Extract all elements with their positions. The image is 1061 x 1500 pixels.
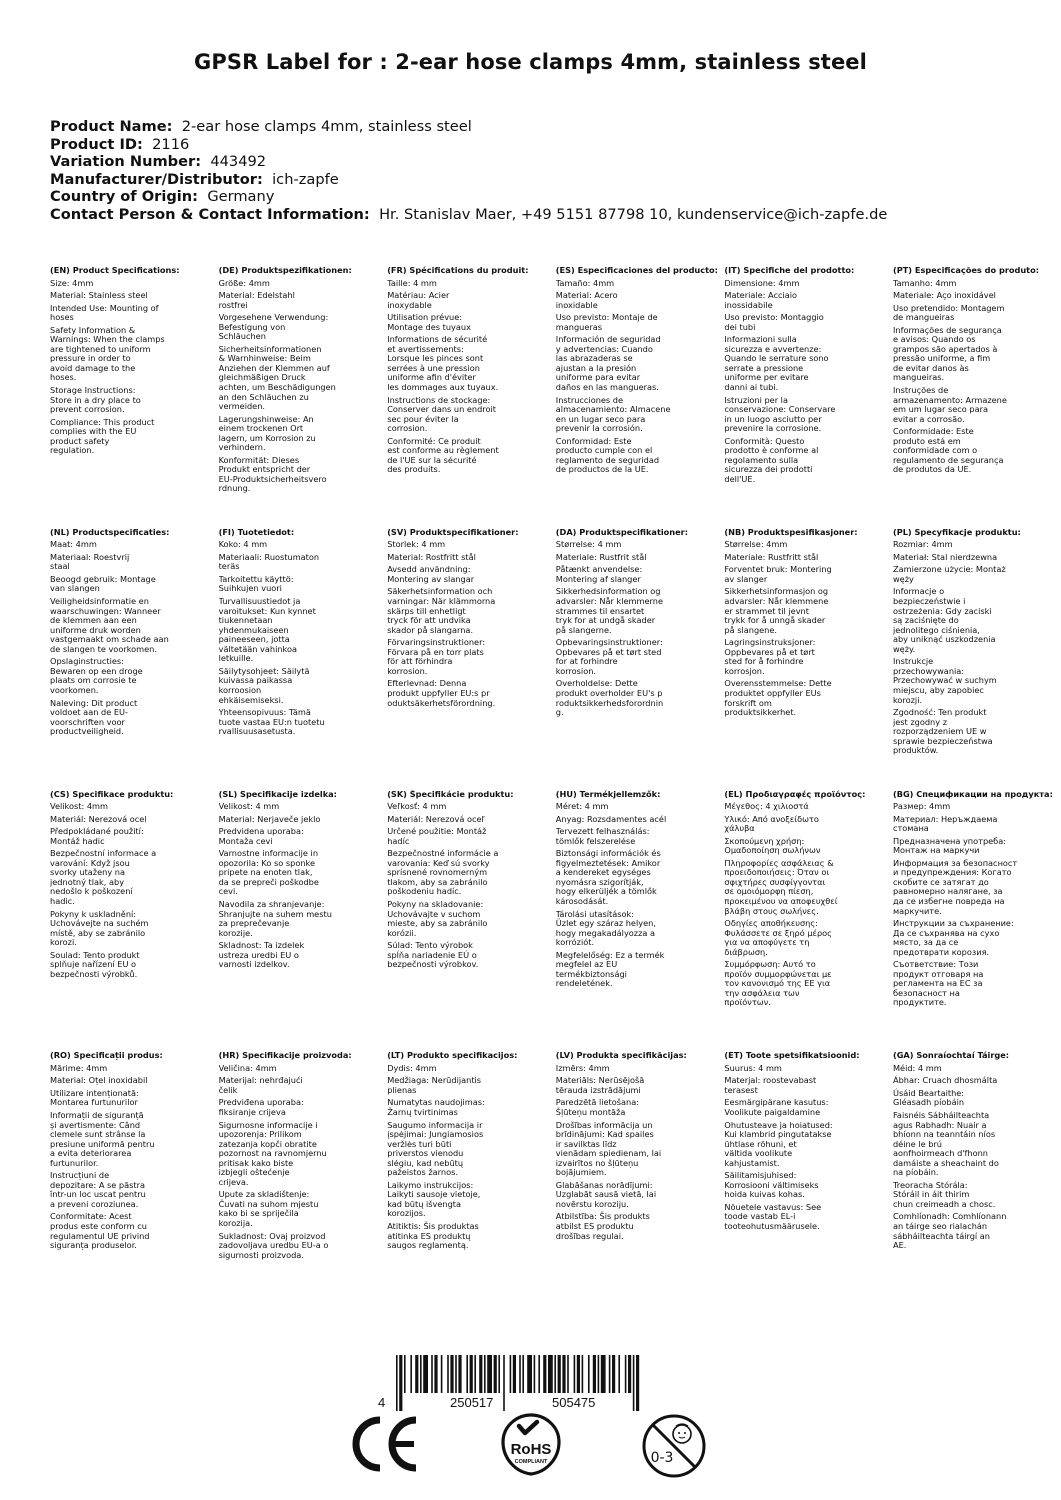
spec-paragraph: Material: Acero inoxidable	[555, 290, 618, 310]
spec-paragraph: Size: 4mm	[50, 277, 94, 288]
spec-paragraph: Informations de sécurité et avertissements: Lorsque les pinces sont serrées à une pression uniforme afin d'éviter les dommages aux tuyaux.	[387, 334, 499, 393]
spec-paragraph: Nõuetele vastavus: See toode vastab EL-i tooteohutusmäärusele.	[724, 1201, 822, 1231]
spec-block	[219, 790, 388, 1052]
spec-paragraph: Biztonsági információk és figyelmeztetések: Amikor a kendereket egységes nyomásra szigorítják, hogy elkerüljék a tömlők károsodását.	[555, 848, 661, 906]
barcode-bar	[625, 1355, 627, 1393]
spec-paragraph: Инструкции за съхранение: Да се съхранява на сухо място, за да се предотврати корозия.	[892, 918, 1014, 957]
barcode-bar	[498, 1355, 500, 1393]
barcode-bar	[415, 1355, 418, 1393]
barcode-bar	[431, 1355, 433, 1393]
barcode-bar	[567, 1355, 569, 1393]
barcode-bar	[612, 1355, 615, 1393]
spec-paragraph: Conformidade: Este produto está em conformidade com o regulamento de segurança de produtos da UE.	[892, 426, 1004, 475]
spec-paragraph: Lagringsinstruksjoner: Oppbevares på et tørt sted for å forhindre korrosjon.	[724, 637, 816, 676]
spec-heading: (EN) Product Specifications:	[50, 266, 180, 275]
spec-paragraph: Påtænkt anvendelse: Montering af slanger	[555, 564, 643, 584]
spec-paragraph: Comhlíonadh: Comhlíonann an táirge seo rialachán sábháilteachta táirgí an AE.	[892, 1211, 1007, 1251]
spec-paragraph: Intended Use: Mounting of hoses	[50, 302, 159, 323]
spec-block	[724, 1051, 893, 1313]
barcode-bar	[543, 1355, 546, 1393]
spec-paragraph: Megfelelőség: Ez a termék megfelel az EU termékbiztonsági rendeletének.	[555, 949, 665, 989]
spec-paragraph: Predvidena uporaba: Montaža cevi	[218, 826, 304, 846]
spec-paragraph: Συμμόρφωση: Αυτό το προϊόν συμμορφώνεται με τον κανονισμό της ΕΕ για την ασφάλεια των προϊόντων.	[724, 959, 832, 1008]
spec-paragraph: Naleving: Dit product voldoet aan de EU- voorschriften voor productveiligheid.	[50, 697, 138, 737]
spec-paragraph: Pokyny k uskladnění: Uchovávejte na suchém místě, aby se zabránilo korozi.	[50, 908, 149, 948]
spec-block	[387, 266, 556, 528]
spec-heading: (ET) Toote spetsifikatsioonid:	[724, 1051, 860, 1061]
spec-heading: (LV) Produkta specifikācijas:	[555, 1051, 687, 1061]
spec-paragraph: Laikymo instrukcijos: Laikyti sausoje vietoje, kad būtų išvengta korozijos.	[387, 1179, 481, 1219]
spec-paragraph: Conformité: Ce produit est conforme au règlement de l'UE sur la sécurité des produits.	[387, 435, 499, 475]
spec-paragraph: Overensstemmelse: Dette produktet oppfyller EUs forskrift om produktsikkerhet.	[724, 678, 832, 718]
product-id-row	[50, 136, 887, 154]
spec-heading: (HU) Termékjellemzők:	[555, 789, 661, 799]
spec-paragraph: Größe: 4mm	[218, 277, 270, 288]
barcode-bar	[513, 1355, 516, 1393]
spec-heading: (DE) Produktspezifikationen:	[218, 266, 352, 275]
spec-paragraph: Uso previsto: Montaje de mangueras	[555, 312, 658, 332]
spec-paragraph: Určené použitie: Montáž hadíc	[387, 826, 487, 846]
manufacturer-row	[50, 171, 887, 189]
spec-heading: (NL) Productspecificaties:	[50, 527, 170, 537]
spec-paragraph: Ohutusteave ja hoiatused: Kui klambrid pingutatakse ühtlase rõhuni, et vältida voolikute kahjustamist.	[724, 1119, 833, 1168]
spec-paragraph: Información de seguridad y advertencias: Cuando las abrazaderas se ajustan a la presión uniforme para evitar daños en las mangueras.	[555, 334, 661, 393]
spec-paragraph: Materiale: Acciaio inossidabile	[724, 290, 798, 310]
spec-paragraph: Zgodność: Ten produkt jest zgodny z rozporządzeniem UE w sprawie bezpieczeństwa produktów.	[892, 707, 993, 756]
spec-paragraph: Forventet bruk: Montering av slanger	[724, 564, 832, 584]
spec-paragraph: Informações de segurança e avisos: Quando os grampos são apertados à pressão uniforme, a fim de evitar danos às mangueiras.	[892, 324, 1002, 383]
not-for-children-0-3-icon	[640, 1412, 708, 1484]
spec-heading: (PL) Specyfikacje produktu:	[892, 527, 1021, 537]
spec-paragraph: Velikost: 4mm	[50, 801, 109, 812]
spec-paragraph: Material: Nerjaveče jeklo	[218, 813, 321, 824]
spec-paragraph: Conformità: Questo prodotto è conforme al regolamento sulla sicurezza dei prodotti dell'UE.	[724, 435, 819, 484]
spec-paragraph: Tárolási utasítások: Üzlet egy száraz helyen, hogy megakadályozza a korróziót.	[555, 908, 656, 948]
spec-paragraph: Veličina: 4mm	[218, 1062, 277, 1073]
barcode-bar	[484, 1355, 486, 1393]
spec-heading: (EL) Προδιαγραφές προϊόντος:	[724, 789, 866, 799]
spec-paragraph: Méret: 4 mm	[555, 801, 609, 812]
barcode-bar	[434, 1355, 437, 1393]
age-range-label: 0-3	[650, 1450, 674, 1466]
spec-paragraph: Medžiaga: Nerūdijantis plienas	[387, 1075, 482, 1095]
spec-paragraph: Izmērs: 4mm	[555, 1062, 610, 1073]
spec-block	[556, 528, 725, 790]
barcode-bar	[574, 1355, 576, 1393]
spec-paragraph: Skladnost: Ta izdelek ustreza uredbi EU o varnosti izdelkov.	[218, 940, 305, 970]
country-value: Germany	[207, 188, 275, 206]
spec-paragraph: Navodila za shranjevanje: Shranjujte na suhem mestu za preprečevanje korozije.	[218, 898, 332, 938]
spec-paragraph: Méid: 4 mm	[892, 1062, 942, 1073]
spec-paragraph: Mărime: 4mm	[50, 1062, 108, 1073]
spec-paragraph: Yhteensopivuus: Tämä tuote vastaa EU:n tuotetu rvallisuusasetusta.	[218, 707, 325, 737]
spec-heading: (SK) Špecifikácie produktu:	[387, 789, 514, 799]
barcode-bar	[447, 1355, 449, 1393]
specifications-grid	[50, 266, 1061, 1313]
barcode-bar	[494, 1355, 497, 1393]
spec-paragraph: Uso previsto: Montaggio dei tubi	[724, 312, 824, 332]
spec-paragraph: Förvaringsinstruktioner: Förvara på en torr plats för att förhindra korrosion.	[387, 637, 486, 676]
spec-paragraph: Treoracha Stórála: Stóráil in áit thirim chun creimeadh a chosc.	[892, 1179, 996, 1209]
barcode-bar	[458, 1355, 461, 1393]
spec-block	[893, 266, 1061, 528]
spec-paragraph: Tervezett felhasználás: tömlők felszerelése	[555, 826, 650, 846]
spec-paragraph: Paredzētā lietošana: Šļūteņu montāža	[555, 1097, 640, 1117]
contact-value: Hr. Stanislav Maer, +49 5151 87798 10, kundenservice@ich-zapfe.de	[379, 205, 888, 223]
spec-block	[219, 1051, 388, 1313]
barcode-bar	[538, 1355, 540, 1393]
spec-block	[50, 528, 219, 790]
spec-paragraph: Tamaño: 4mm	[555, 277, 615, 288]
spec-paragraph: Anyag: Rozsdamentes acél	[555, 813, 667, 824]
barcode-bar	[474, 1355, 476, 1393]
spec-paragraph: Materiál: Nerezová oceľ	[387, 813, 485, 824]
product-name-label: Product Name:	[50, 118, 173, 135]
barcode-bar	[558, 1355, 561, 1393]
spec-paragraph: Efterlevnad: Denna produkt uppfyller EU:s pr oduktsäkerhetsförordning.	[387, 678, 496, 708]
country-label: Country of Origin:	[50, 188, 199, 206]
spec-paragraph: Zamierzone użycie: Montaż węży	[892, 564, 1006, 584]
spec-paragraph: Størrelse: 4mm	[724, 539, 788, 550]
spec-block	[219, 266, 388, 528]
product-id-value: 2116	[152, 135, 190, 153]
spec-paragraph: Predviđena uporaba: fiksiranje crijeva	[218, 1097, 304, 1117]
spec-paragraph: Υλικό: Από ανοξείδωτο χάλυβα	[724, 813, 819, 834]
spec-paragraph: Materiale: Rustfrit stål	[555, 551, 647, 562]
barcode-bar	[554, 1355, 556, 1393]
barcode-bar	[548, 1355, 553, 1393]
spec-paragraph: Materiale: Rustfritt stål	[724, 551, 819, 562]
spec-block	[50, 790, 219, 1052]
product-id-label: Product ID:	[50, 135, 143, 153]
spec-paragraph: Размер: 4mm	[892, 801, 951, 812]
spec-paragraph: Instruções de armazenamento: Armazene em um lugar seco para evitar a corrosão.	[892, 385, 1007, 424]
spec-paragraph: Suurus: 4 mm	[724, 1062, 782, 1073]
spec-paragraph: Materiāls: Nerūsējošā tērauda izstrādājumi	[555, 1075, 645, 1095]
page-title: GPSR Label for : 2-ear hose clamps 4mm, stainless steel	[194, 50, 867, 74]
spec-block	[556, 790, 725, 1052]
spec-paragraph: Material: Edelstahl rostfrei	[218, 290, 295, 310]
barcode-left-digits: 250517	[450, 1395, 494, 1410]
barcode-bar	[503, 1355, 505, 1411]
spec-heading: (IT) Specifiche del prodotto:	[724, 266, 855, 275]
barcode-bar	[450, 1355, 453, 1393]
manufacturer-value: ich-zapfe	[272, 170, 339, 188]
spec-paragraph: Instructions de stockage: Conserver dans un endroit sec pour éviter la corrosion.	[387, 394, 496, 434]
barcode-bar	[577, 1355, 580, 1393]
rohs-label: RoHS	[510, 1441, 552, 1458]
spec-paragraph: Информация за безопасност и предупреждения: Когато скобите се затягат до равномерно налягане, за да се избегне повреда на маркучите.	[892, 857, 1018, 916]
spec-paragraph: Varnostne informacije in opozorila: Ko so sponke pripete na enoten tlak, da se prepreči poškodbe cevi.	[218, 848, 319, 897]
spec-paragraph: Pokyny na skladovanie: Uchovávajte v suchom mieste, aby sa zabránilo korózii.	[387, 898, 488, 938]
country-row	[50, 188, 887, 206]
barcode-bar	[601, 1355, 606, 1393]
spec-heading: (FR) Spécifications du produit:	[387, 266, 529, 275]
spec-paragraph: Tamanho: 4mm	[892, 277, 957, 288]
spec-paragraph: Material: Rostfritt stål	[387, 551, 476, 562]
spec-paragraph: Koko: 4 mm	[218, 539, 268, 550]
barcode-bar	[534, 1355, 536, 1393]
spec-block	[724, 790, 893, 1052]
spec-paragraph: Overholdelse: Dette produkt overholder EU's p roduktsikkerhedsforordnin g.	[555, 678, 664, 718]
spec-paragraph: Sikkerhedsinformation og advarsler: Når klemmerne strammes til ensartet tryk for at undgå skader på slangerne.	[555, 586, 663, 635]
spec-block	[219, 528, 388, 790]
spec-paragraph: Materjal: roostevabast terasest	[724, 1075, 817, 1095]
variation-number-value: 443492	[210, 153, 267, 171]
spec-paragraph: Instrukcje przechowywania: Przechowywać w suchym miejscu, aby zapobiec korozji.	[892, 656, 997, 705]
rohs-compliant-icon	[499, 1412, 563, 1482]
spec-paragraph: Dydis: 4mm	[387, 1062, 437, 1073]
barcode-bar	[479, 1355, 482, 1393]
compliance-icons	[0, 1412, 1061, 1492]
spec-heading: (FI) Tuotetiedot:	[218, 527, 295, 537]
spec-paragraph: Faisnéis Sábháilteachta agus Rabhadh: Nuair a bhíonn na teanntáin níos déine le brú aonfhoirmeach d'fhonn damáiste a sheachaint do na píobáin.	[892, 1109, 999, 1178]
spec-paragraph: Informacje o bezpieczeństwie i ostrzeżenia: Gdy zaciski są zaciśnięte do jednolitego ciśnienia, aby uniknąć uszkodzenia węży.	[892, 586, 996, 654]
spec-block	[724, 528, 893, 790]
spec-block	[387, 790, 556, 1052]
spec-paragraph: Sikkerhetsinformasjon og advarsler: Når klemmene er strammet til jevnt trykk for å unngå skader på slangene.	[724, 586, 829, 635]
spec-paragraph: Materiale: Aço inoxidável	[892, 290, 996, 301]
spec-block	[893, 528, 1061, 790]
spec-heading: (LT) Produkto specifikacijos:	[387, 1051, 518, 1061]
barcode-bar	[598, 1355, 600, 1393]
spec-paragraph: Storage Instructions: Store in a dry place to prevent corrosion.	[50, 385, 141, 415]
spec-paragraph: Beoogd gebruik: Montage van slangen	[50, 573, 156, 594]
barcode-bar	[404, 1355, 406, 1393]
spec-paragraph: Matériau: Acier inoxydable	[387, 290, 450, 310]
spec-paragraph: Safety Information & Warnings: When the clamps are tightened to uniform pressure in order to avoid damage to the hoses.	[50, 324, 165, 383]
barcode-bar	[519, 1355, 521, 1393]
spec-heading: (SL) Specifikacije izdelka:	[218, 789, 337, 799]
spec-paragraph: Bezpečnostní informace a varování: Když jsou svorky utaženy na jednotný tlak, aby nedošlo k poškození hadic.	[50, 848, 157, 906]
ean-barcode	[370, 1355, 646, 1411]
spec-paragraph: Utilisation prévue: Montage des tuyaux	[387, 312, 471, 332]
spec-paragraph: Материал: Неръждаема стомана	[892, 813, 998, 834]
barcode-bar	[466, 1355, 468, 1393]
spec-paragraph: Предназначена употреба: Монтаж на маркучи	[892, 835, 1006, 856]
spec-paragraph: Ábhar: Cruach dhosmálta	[892, 1075, 998, 1086]
spec-paragraph: Sigurnosne informacije i upozorenja: Prilikom zatezanja kopči obratite pozornost na ravnomjernu pritisak kako biste izbjegli oštećenje crijeva.	[218, 1119, 327, 1187]
barcode-bar	[410, 1355, 412, 1393]
spec-paragraph: Maat: 4mm	[50, 539, 97, 550]
spec-block	[50, 1051, 219, 1313]
spec-paragraph: Upute za skladištenje: Čuvati na suhom mjestu kako bi se spriječila korozija.	[218, 1189, 319, 1228]
spec-paragraph: Velikost: 4 mm	[218, 801, 280, 812]
spec-paragraph: Soulad: Tento produkt splňuje nařízení EU o bezpečnosti výrobků.	[50, 949, 140, 979]
spec-block	[893, 1051, 1061, 1313]
spec-paragraph: Numatytas naudojimas: Žarnų tvirtinimas	[387, 1097, 485, 1117]
spec-paragraph: Rozmiar: 4mm	[892, 539, 953, 550]
spec-block	[556, 1051, 725, 1313]
spec-paragraph: Σκοπούμενη χρήση: Ομαδοποίηση σωλήνων	[724, 835, 821, 856]
barcode-bar	[582, 1355, 584, 1393]
barcode-bar	[420, 1355, 422, 1393]
spec-paragraph: Storlek: 4 mm	[387, 539, 446, 550]
spec-block	[893, 790, 1061, 1052]
spec-paragraph: Material: Stainless steel	[50, 290, 148, 301]
product-name-value: 2-ear hose clamps 4mm, stainless steel	[181, 118, 472, 135]
spec-paragraph: Súlad: Tento výrobok spĺňa nariadenie EÚ o bezpečnosti výrobkov.	[387, 940, 479, 970]
barcode-bar	[588, 1355, 590, 1393]
spec-paragraph: Informazioni sulla sicurezza e avvertenze: Quando le serrature sono serrate a pressione uniforme per evitare danni ai tubi.	[724, 334, 829, 393]
spec-heading: (SV) Produktspecifikationer:	[387, 527, 519, 537]
spec-paragraph: Atitiktis: Šis produktas atitinka ES produktų saugos reglamentą.	[387, 1221, 479, 1251]
spec-paragraph: Drošības informācija un brīdinājumi: Kad spailes ir savilktas līdz vienādam spiedienam, lai izvairītos no šļūteņu bojājumiem.	[555, 1119, 662, 1178]
spec-paragraph: Istruzioni per la conservazione: Conservare in un luogo asciutto per prevenire la corrosione.	[724, 394, 836, 434]
spec-block	[387, 528, 556, 790]
spec-paragraph: Veľkosť: 4 mm	[387, 801, 447, 812]
barcode-bar	[628, 1355, 631, 1393]
barcode-bar	[636, 1355, 639, 1411]
spec-block	[50, 266, 219, 528]
spec-heading: (GA) Sonraíochtaí Táirge:	[892, 1051, 1010, 1061]
spec-paragraph: Οδηγίες αποθήκευσης: Φυλάσσετε σε ξηρό μέρος για να αποφύγετε τη διάβρωση.	[724, 918, 832, 957]
spec-paragraph: Konformität: Dieses Produkt entspricht der EU-Produktsicherheitsvero rdnung.	[218, 454, 327, 494]
spec-paragraph: Materiál: Nerezová ocel	[50, 813, 147, 824]
product-name-row	[50, 118, 887, 136]
spec-paragraph: Πληροφορίες ασφάλειας & προειδοποιήσεις: Όταν οι σφιχτήρες συσφίγγονται σε ομοιόμορφη πίεση, προκειμένου να αποφευχθεί βλάβη στους σωλήνες.	[724, 857, 838, 916]
ce-mark-icon	[350, 1412, 422, 1480]
variation-number-row	[50, 153, 887, 171]
spec-paragraph: Materijal: nehrđajući čelik	[218, 1075, 303, 1095]
spec-paragraph: Bezpečnostné informácie a varovania: Keď sú svorky sprísnené rovnomerným tlakom, aby sa zabránilo poškodeniu hadíc.	[387, 848, 499, 897]
spec-paragraph: Instrucțiuni de depozitare: A se păstra într-un loc uscat pentru a preveni coroziunea.	[50, 1170, 146, 1209]
barcode-bar	[618, 1355, 620, 1393]
spec-paragraph: Instrucciones de almacenamiento: Almacene en un lugar seco para prevenir la corrosión.	[555, 394, 671, 434]
spec-paragraph: Veiligheidsinformatie en waarschuwingen: Wanneer de klemmen aan een uniforme druk worden vastgemaakt om schade aan de slangen te voorkomen.	[50, 596, 169, 654]
spec-heading: (ES) Especificaciones del producto:	[555, 266, 718, 275]
spec-paragraph: Materiaali: Ruostumaton teräs	[218, 551, 320, 572]
spec-paragraph: Úsáid Beartaithe: Gléasadh píobáin	[892, 1087, 965, 1108]
spec-paragraph: Vorgesehene Verwendung: Befestigung von Schläuchen	[218, 312, 329, 342]
spec-paragraph: Conformidad: Este producto cumple con el reglamento de seguridad de productos de la UE.	[555, 435, 660, 475]
spec-heading: (RO) Specificații produs:	[50, 1051, 163, 1061]
spec-paragraph: Tarkoitettu käyttö: Suihkujen vuori	[218, 573, 294, 594]
spec-heading: (DA) Produktspecifikationer:	[555, 527, 688, 537]
rohs-sublabel: COMPLIANT	[514, 1459, 548, 1465]
spec-paragraph: Taille: 4 mm	[387, 277, 437, 288]
spec-heading: (PT) Especificações do produto:	[892, 266, 1039, 275]
spec-block	[387, 1051, 556, 1313]
spec-paragraph: Størrelse: 4 mm	[555, 539, 622, 550]
barcode-bar	[441, 1355, 443, 1393]
spec-paragraph: Materiaal: Roestvrij staal	[50, 551, 130, 572]
spec-heading: (HR) Specifikacije proizvoda:	[218, 1051, 352, 1061]
barcode-bar	[399, 1355, 402, 1411]
spec-paragraph: Utilizare intenționată: Montarea furtunurilor	[50, 1087, 139, 1108]
spec-paragraph: Předpokládané použití: Montáž hadic	[50, 826, 144, 846]
spec-paragraph: Sukladnost: Ovaj proizvod zadovoljava uredbu EU-a o sigurnosti proizvoda.	[218, 1230, 329, 1260]
spec-paragraph: Material: Oțel inoxidabil	[50, 1075, 148, 1086]
barcode-bar	[396, 1355, 398, 1411]
barcode-bar	[633, 1355, 635, 1411]
barcode-bar	[527, 1355, 532, 1393]
spec-block	[556, 266, 725, 528]
barcode-bars	[370, 1355, 646, 1411]
barcode-bar	[562, 1355, 565, 1393]
barcode-bar	[423, 1355, 428, 1393]
spec-paragraph: Turvallisuustiedot ja varoitukset: Kun kynnet tiukennetaan yhdenmukaiseen paineeseen, jotta vältetään vahinkoa letkuille.	[218, 596, 316, 664]
barcode-bar	[455, 1355, 457, 1393]
spec-paragraph: Μέγεθος: 4 χιλιοστά	[724, 801, 809, 812]
spec-paragraph: Materiał: Stal nierdzewna	[892, 551, 998, 562]
spec-paragraph: Säilitamisjuhised: Korrosiooni vältimiseks hoida kuivas kohas.	[724, 1170, 819, 1200]
spec-heading: (BG) Спецификации на продукта:	[892, 789, 1053, 799]
spec-paragraph: Compliance: This product complies with the EU product safety regulation.	[50, 416, 155, 456]
spec-paragraph: Opbevaringsinstruktioner: Opbevares på et tørt sted for at forhindre korrosion.	[555, 637, 663, 676]
spec-block	[724, 266, 893, 528]
spec-paragraph: Säkerhetsinformation och varningar: När klämmorna skärps till enhetligt tryck för att undvika skador på slangarna.	[387, 586, 496, 635]
spec-paragraph: Lagerungshinweise: An einem trockenen Ort lagern, um Korrosion zu verhindern.	[218, 413, 316, 453]
barcode-right-digits: 505475	[552, 1395, 596, 1410]
contact-label: Contact Person & Contact Information:	[50, 205, 370, 223]
barcode-bar	[609, 1355, 611, 1393]
spec-paragraph: Informații de siguranță și avertismente: Când clemele sunt strânse la presiune uniformă pentru a evita deteriorarea furtunurilor.	[50, 1109, 155, 1168]
spec-paragraph: Sicherheitsinformationen & Warnhinweise: Beim Anziehen der Klemmen auf gleichmäßigen Druck achten, um Beschädigungen an den Schläuchen zu vermeiden.	[218, 343, 336, 412]
spec-paragraph: Atbilstība: Šis produkts atbilst ES produktu drošības regulai.	[555, 1211, 650, 1241]
spec-paragraph: Dimensione: 4mm	[724, 277, 800, 288]
barcode-first-digit: 4	[378, 1395, 386, 1410]
barcode-bar	[510, 1355, 512, 1393]
spec-heading: (CS) Specifikace produktu:	[50, 789, 174, 799]
product-info	[50, 118, 887, 224]
spec-paragraph: Conformitate: Acest produs este conform cu regulamentul UE privind siguranța produselor.	[50, 1211, 150, 1251]
spec-paragraph: Uso pretendido: Montagem de mangueiras	[892, 302, 1005, 323]
spec-paragraph: Glabāšanas norādījumi: Uzglabāt sausā vietā, lai novērstu koroziju.	[555, 1179, 657, 1209]
barcode-bar	[593, 1355, 596, 1393]
manufacturer-label: Manufacturer/Distributor:	[50, 170, 263, 188]
barcode-bar	[487, 1355, 492, 1393]
barcode-bar	[522, 1355, 524, 1393]
spec-paragraph: Avsedd användning: Montering av slangar	[387, 564, 475, 584]
variation-number-label: Variation Number:	[50, 153, 202, 171]
barcode-bar	[470, 1355, 473, 1393]
spec-paragraph: Opslaginstructies: Bewaren op een droge plaats om corrosie te voorkomen.	[50, 656, 143, 695]
spec-paragraph: Saugumo informacija ir įspėjimai: Jungiamosios veržlės turi būti priverstos vienodu slėgiu, kad nebūtų pažeistos žarnos.	[387, 1119, 484, 1178]
spec-paragraph: Съответствие: Този продукт отговаря на регламента на ЕС за безопасност на продуктите.	[892, 959, 984, 1008]
spec-paragraph: Säilytysohjeet: Säilytä kuivassa paikassa korroosion ehkäisemiseksi.	[218, 665, 310, 705]
spec-heading: (NB) Produktspesifikasjoner:	[724, 527, 858, 537]
contact-row	[50, 206, 887, 224]
spec-paragraph: Eesmärgipärane kasutus: Voolikute paigaldamine	[724, 1097, 829, 1117]
